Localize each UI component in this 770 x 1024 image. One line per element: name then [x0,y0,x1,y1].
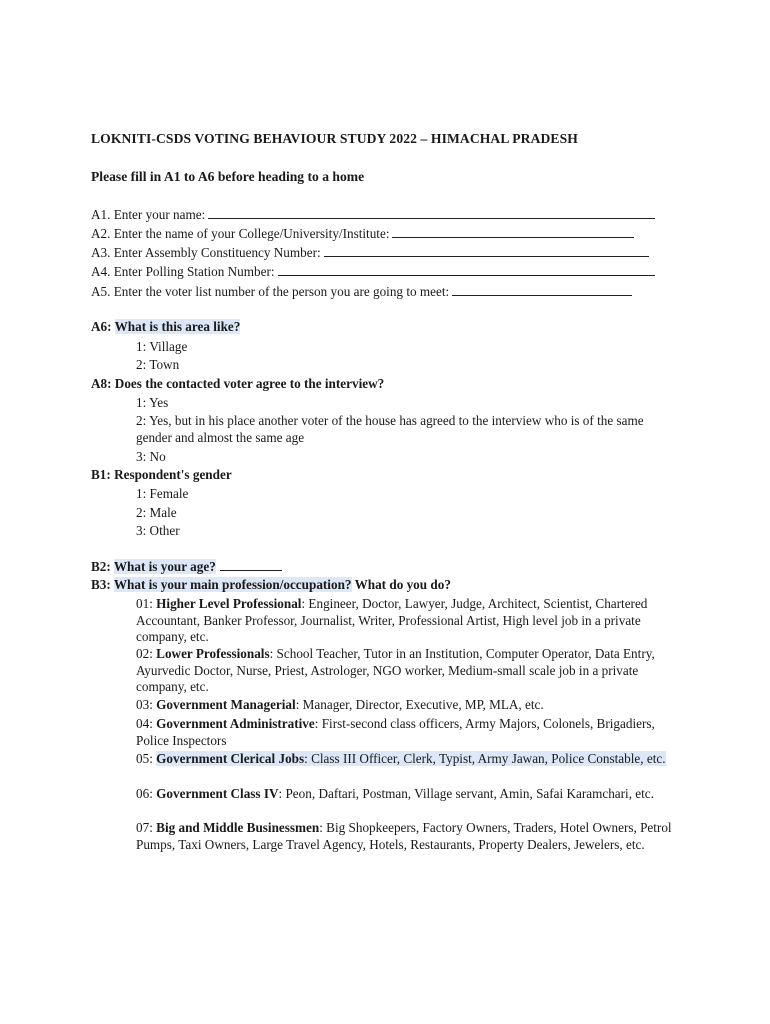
field-label: A3. Enter Assembly Constituency Number: [91,245,321,260]
college-input-line[interactable] [392,224,634,238]
option-item[interactable]: 2: Town [136,357,180,372]
field-a1 [91,205,655,224]
field-label: A1. Enter your name: [91,207,206,222]
option-item[interactable]: 3: Other [136,523,180,538]
highlighted-text: What is your age? [113,559,216,574]
occupation-option[interactable]: 03: Government Managerial: Manager, Director, Executive, MP, MLA, etc. [136,697,544,712]
question-b1: B1: Respondent's gender [91,467,232,482]
option-item[interactable]: 3: No [136,449,166,464]
highlighted-text: Government Clerical Jobs: Class III Officer, Clerk, Typist, Army Jawan, Police Constable, etc. [156,751,666,766]
occupation-option[interactable]: 07: Big and Middle Businessmen: Big Shopkeepers, Factory Owners, Traders, Hotel Owners, Petrol Pumps, Taxi Owners, Large Travel Agency, Hotels, Restaurants, Property Dealers, Jewelers, etc. [136,820,672,852]
field-a3 [91,243,649,262]
highlighted-text: What is your main profession/occupation? [113,577,352,592]
occupation-option[interactable]: 06: Government Class IV: Peon, Daftari, Postman, Village servant, Amin, Safai Karamchari, etc. [136,786,654,801]
field-a5 [91,282,632,301]
question-b2: B2: What is your age? [91,557,282,576]
polling-station-input-line[interactable] [278,262,655,276]
occupation-option[interactable]: 01: Higher Level Professional: Engineer, Doctor, Lawyer, Judge, Architect, Scientist, Chartered Accountant, Banker Professor, Journalist, Writer, Professional Artist, High level job in a private company, etc. [136,596,648,644]
occupation-option[interactable]: 02: Lower Professionals: School Teacher, Tutor in an Institution, Computer Operator, Data Entry, Ayurvedic Doctor, Nurse, Priest, Astrologer, NGO worker, Medium-small scale job in a private company, etc. [136,646,655,694]
constituency-input-line[interactable] [324,243,649,257]
field-label: A2. Enter the name of your College/University/Institute: [91,226,390,241]
option-item[interactable]: 1: Village [136,339,188,354]
option-item[interactable]: 1: Yes [136,395,169,410]
occupation-option[interactable]: 05: Government Clerical Jobs: Class III Officer, Clerk, Typist, Army Jawan, Police Constable, etc. [136,751,666,766]
question-a8: A8: Does the contacted voter agree to the interview? [91,376,385,391]
field-a2 [91,224,634,243]
age-input-line[interactable] [220,557,282,571]
voter-list-input-line[interactable] [452,282,632,296]
highlighted-text: What is this area like? [114,319,241,334]
option-item[interactable]: 1: Female [136,486,189,501]
occupation-option[interactable]: 04: Government Administrative: First-second class officers, Army Majors, Colonels, Brigadiers, Police Inspectors [136,716,655,748]
question-a6: A6: What is this area like? [91,319,241,334]
option-item[interactable]: 2: Yes, but in his place another voter of the house has agreed to the interview who is of the same gender and almost the same age [136,413,644,445]
page-title: LOKNITI-CSDS VOTING BEHAVIOUR STUDY 2022 – HIMACHAL PRADESH [91,131,578,146]
name-input-line[interactable] [208,205,655,219]
field-label: A4. Enter Polling Station Number: [91,264,275,279]
field-label: A5. Enter the voter list number of the person you are going to meet: [91,284,450,299]
field-a4 [91,262,655,281]
option-item[interactable]: 2: Male [136,505,177,520]
instruction-text: Please fill in A1 to A6 before heading to a home [91,169,365,184]
question-b3: B3: What is your main profession/occupation? What do you do? [91,577,451,592]
